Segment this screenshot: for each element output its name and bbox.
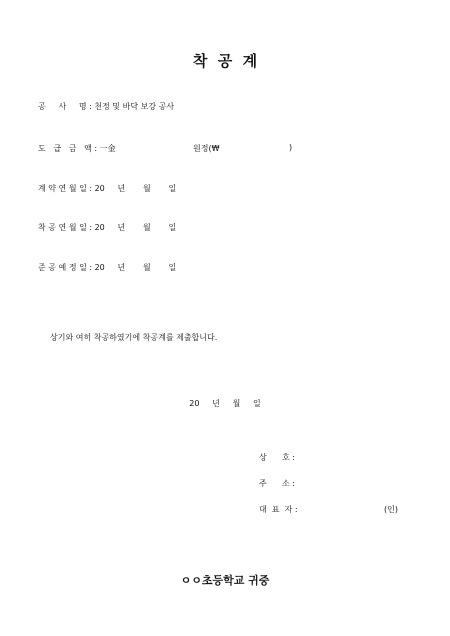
completion-date-field: 준 공 예 정 일 : 20 년 월 일 [38, 263, 177, 272]
submission-date: 20 년 월 일 [189, 399, 261, 408]
signature-address: 주 소 : [259, 479, 295, 488]
contract-amount-won-label: 원정(₩ [193, 144, 220, 153]
signature-company: 상 호 : [259, 453, 295, 462]
signature-representative: 대 표 자 : [259, 505, 298, 514]
contract-amount-field: 도 급 금 액 : 一金 [38, 144, 116, 153]
document-title: 착 공 계 [192, 52, 258, 70]
recipient: ㅇㅇ초등학교 귀중 [180, 574, 270, 587]
project-name-field: 공 사 명 : 천정 및 바닥 보강 공사 [38, 102, 175, 111]
submission-statement: 상기와 여히 착공하였기에 착공계를 제출합니다. [50, 333, 218, 342]
contract-amount-close-paren: ) [289, 143, 293, 152]
start-date-field: 착 공 연 월 일 : 20 년 월 일 [38, 223, 177, 232]
contract-date-field: 계 약 연 월 일 : 20 년 월 일 [38, 184, 177, 193]
signature-seal: (인) [384, 505, 398, 514]
